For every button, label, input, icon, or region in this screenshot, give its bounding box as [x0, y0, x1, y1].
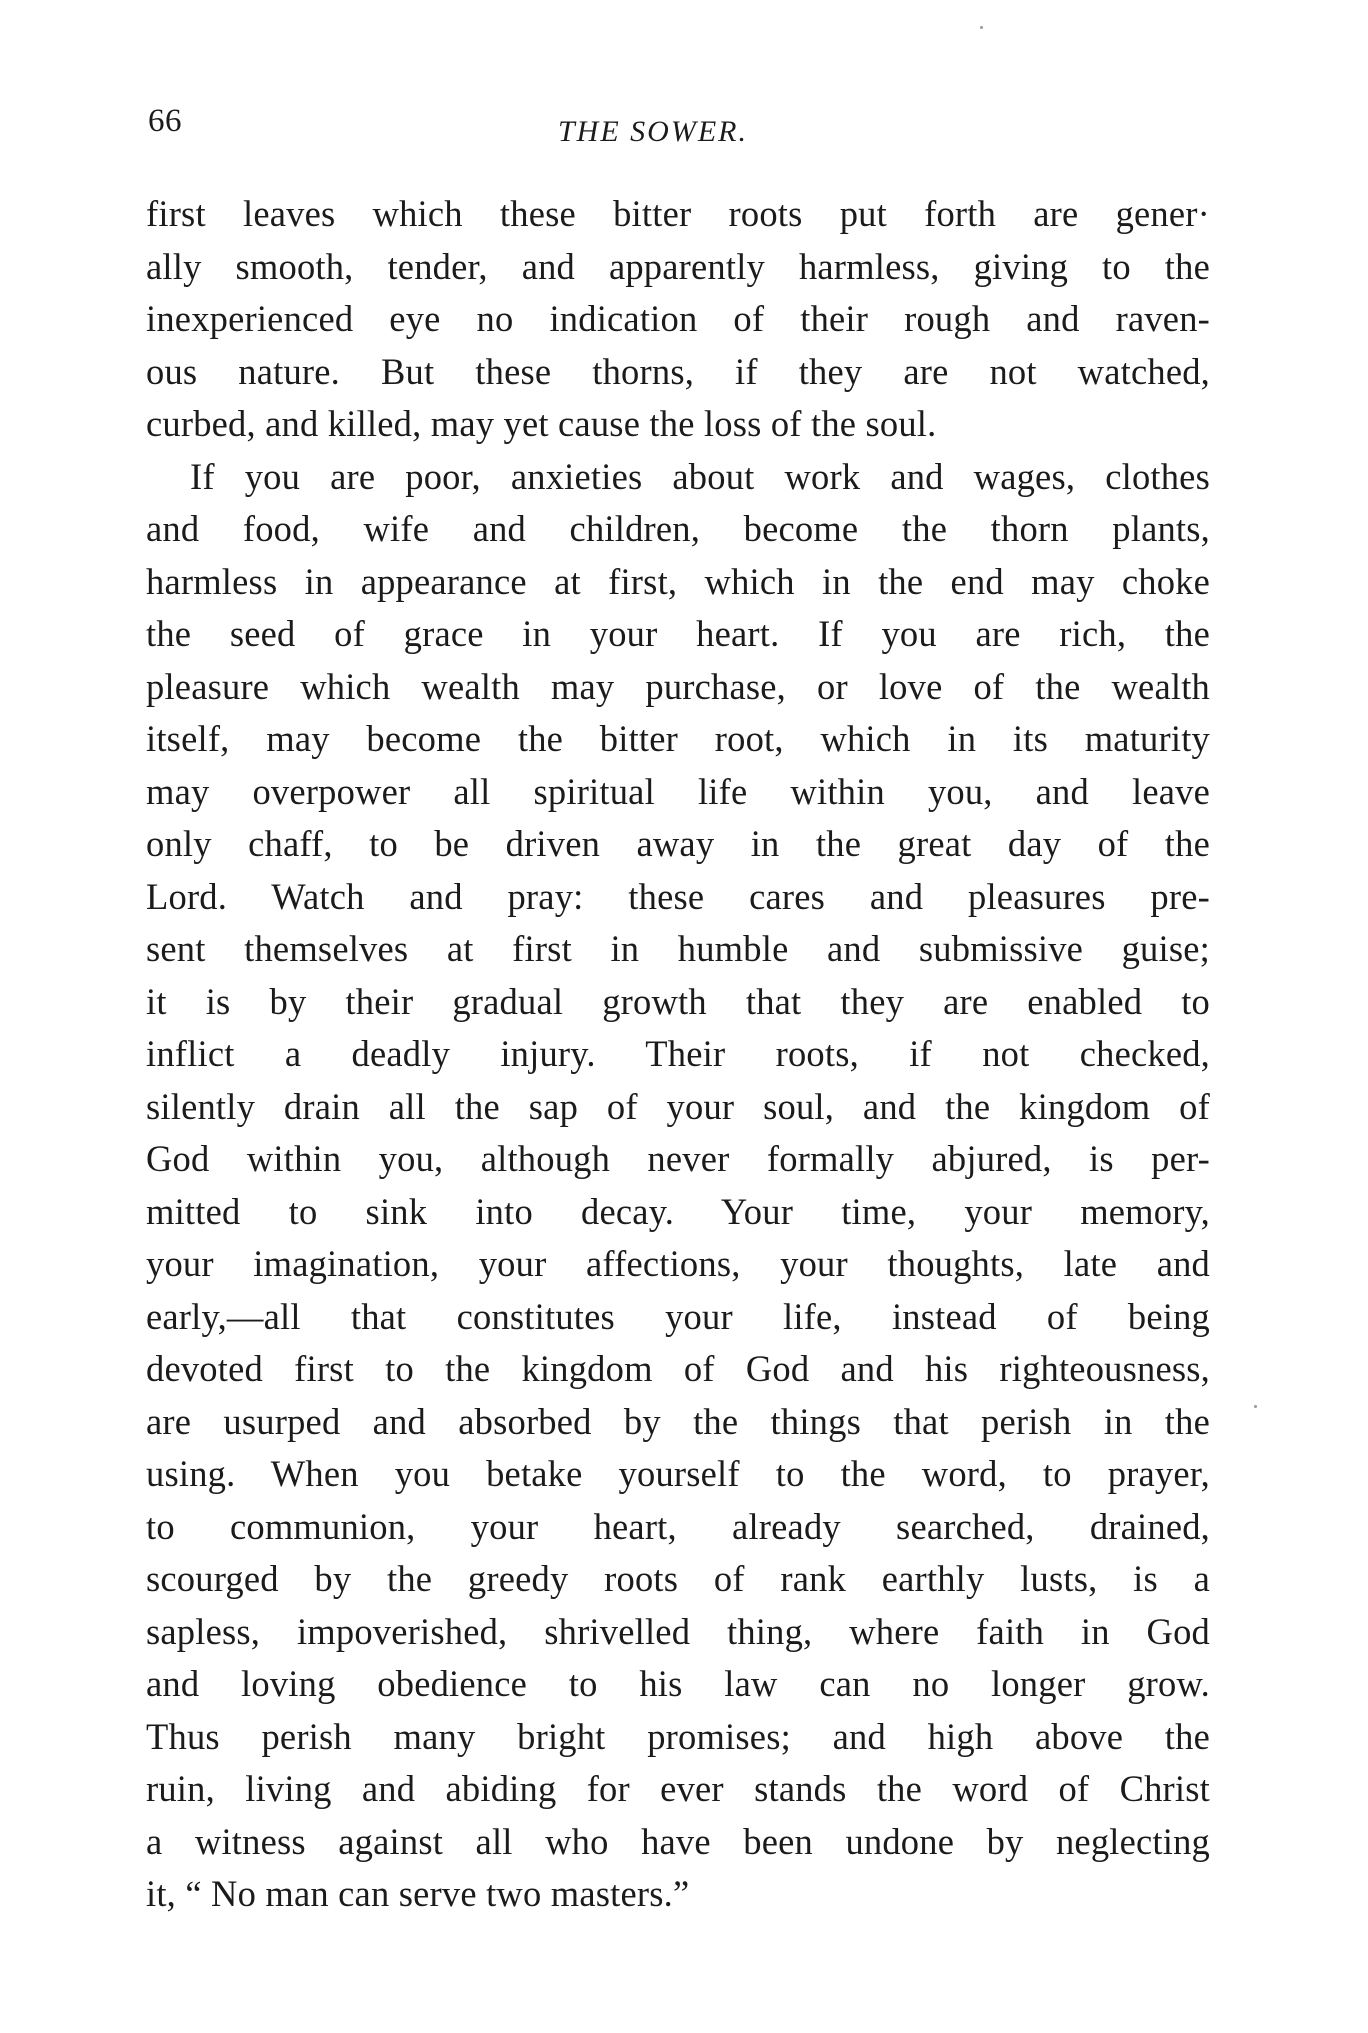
text-line: it is by their gradual growth that they are enabled to	[146, 980, 1210, 1022]
text-line: scourged by the greedy roots of rank earthly lusts, is a	[146, 1558, 1210, 1599]
text-line: only chaff, to be driven away in the great day of the	[146, 823, 1210, 864]
text-line: sapless, impoverished, shrivelled thing, where faith in God	[146, 1610, 1210, 1652]
text-line: it, “ No man can serve two masters.”	[146, 1873, 690, 1914]
running-head: THE SOWER.	[558, 115, 748, 148]
text-line: and loving obedience to his law can no longer grow.	[146, 1663, 1210, 1704]
text-line: silently drain all the sap of your soul, and the kingdom of	[146, 1085, 1210, 1127]
page-header	[148, 103, 1212, 151]
text-line: Lord. Watch and pray: these cares and pleasures pre-	[146, 875, 1210, 917]
text-line: to communion, your heart, already searched, drained,	[146, 1505, 1210, 1547]
text-line: ruin, living and abiding for ever stands the word of Christ	[146, 1768, 1210, 1809]
text-line: devoted first to the kingdom of God and his righteousness,	[146, 1348, 1210, 1389]
text-line: using. When you betake yourself to the word, to prayer,	[146, 1453, 1210, 1494]
text-line: inflict a deadly injury. Their roots, if not checked,	[146, 1033, 1210, 1074]
text-line: are usurped and absorbed by the things that perish in the	[146, 1400, 1210, 1442]
text-line: Thus perish many bright promises; and high above the	[146, 1715, 1210, 1757]
text-line: harmless in appearance at first, which in the end may choke	[146, 560, 1210, 602]
text-line: first leaves which these bitter roots put forth are gener·	[146, 193, 1210, 234]
text-line: your imagination, your affections, your thoughts, late and	[146, 1243, 1210, 1284]
body-text	[146, 188, 1210, 1921]
text-line: God within you, although never formally abjured, is per-	[146, 1138, 1210, 1179]
paragraph-2	[146, 451, 1210, 1921]
paper-speck	[1254, 1405, 1257, 1408]
text-line: itself, may become the bitter root, which in its maturity	[146, 718, 1210, 759]
paragraph-1	[146, 188, 1210, 451]
paper-speck	[980, 26, 983, 29]
text-line: may overpower all spiritual life within you, and leave	[146, 770, 1210, 812]
text-line: ous nature. But these thorns, if they are not watched,	[146, 350, 1210, 392]
text-line: inexperienced eye no indication of their rough and raven-	[146, 298, 1210, 339]
text-line: early,—all that constitutes your life, instead of being	[146, 1295, 1210, 1337]
text-line: curbed, and killed, may yet cause the loss of the soul.	[146, 403, 937, 444]
text-line: pleasure which wealth may purchase, or love of the wealth	[146, 665, 1210, 707]
text-line: ally smooth, tender, and apparently harmless, giving to the	[146, 245, 1210, 287]
text-line: sent themselves at first in humble and submissive guise;	[146, 928, 1210, 969]
text-line: If you are poor, anxieties about work and wages, clothes	[190, 455, 1210, 497]
text-line: the seed of grace in your heart. If you are rich, the	[146, 613, 1210, 654]
page-number: 66	[148, 103, 182, 139]
text-line: and food, wife and children, become the thorn plants,	[146, 508, 1210, 549]
text-line: a witness against all who have been undone by neglecting	[146, 1820, 1210, 1862]
text-line: mitted to sink into decay. Your time, your memory,	[146, 1190, 1210, 1232]
